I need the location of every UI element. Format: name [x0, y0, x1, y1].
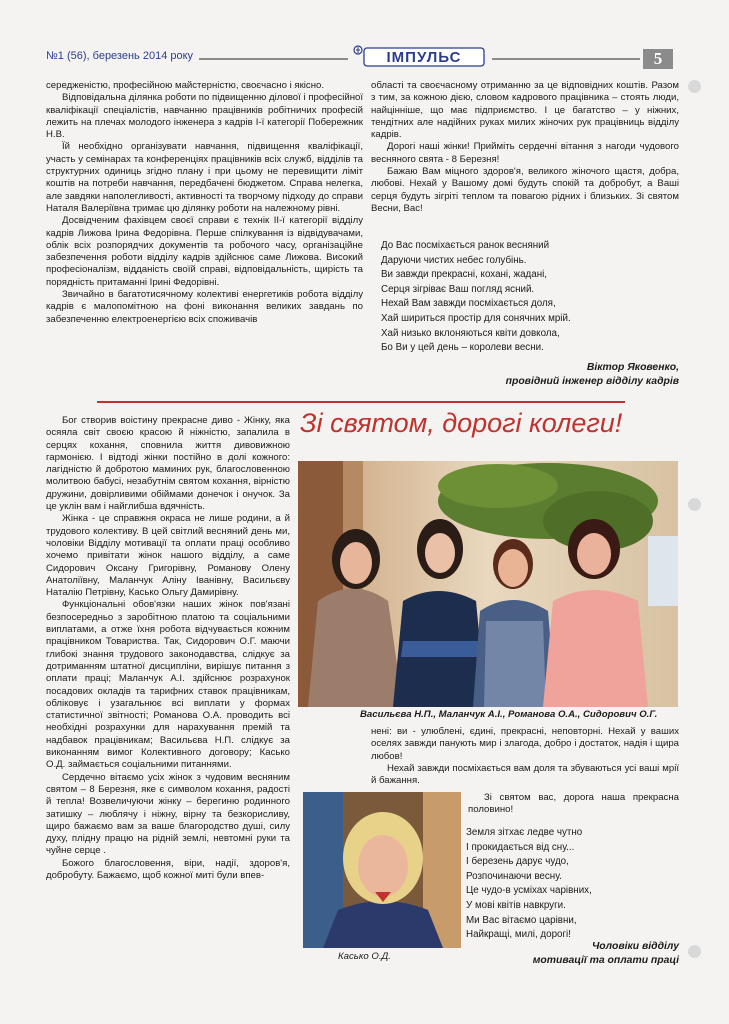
author-signature — [506, 361, 679, 389]
paragraph: Божого благословення, віри, надії, здоров'я, добробуту. Бажаємо, щоб кожної миті були впев- — [46, 857, 290, 881]
bottom-left-column — [46, 415, 290, 882]
poem-line: У мові квітів навкруги. — [466, 899, 566, 911]
portrait-caption: Касько О.Д. — [338, 951, 391, 962]
page-number: 5 — [643, 49, 673, 69]
paragraph: області та своєчасному отриманню за це відповідних коштів. Разом з тим, за кожною дією, словом кадрового працівника – стоять люди, найцінніше, що має підприємство. І це багатство – у ніжних, тендітних але надійних руках милих жіночих рук працівниць відділу кадрів. — [371, 80, 679, 141]
section-divider — [97, 401, 625, 403]
binder-hole — [688, 498, 701, 511]
poem-line: І березень дарує чудо, — [466, 856, 569, 868]
poem-line: Ми Вас вітаємо царівни, — [466, 914, 577, 926]
signature-line: мотивації та оплати праці — [532, 955, 679, 966]
top-left-column — [46, 80, 363, 326]
paragraph: Зі святом вас, дорога наша прекрасна половино! — [468, 792, 679, 816]
poem-line: До Вас посміхається ранок весняний — [381, 240, 550, 251]
bottom-right-text — [371, 726, 679, 787]
paragraph: Бог створив воістину прекрасне диво - Жінку, яка осяяла світ своєю красою й ніжністю, запалила в серцях кохання, сповнила життя дивовижною гармонією. І відтоді жінки постійно в долі кожного: лагідністю й добротою маминих рук, благословенною молитвою бабусі, незабутнім святом кохання, вірністю дружини, довірливими обіймами донечок і онучок. За це уклін вам і найглибша вдячність. — [46, 415, 290, 513]
poem-line: Серця зігріває Ваш погляд ясний. — [381, 283, 535, 295]
poem-line: Найкращі, милі, дорогі! — [466, 929, 571, 941]
poem-march — [466, 826, 592, 943]
paragraph: Досвідченим фахівцем своєї справи є технік ІІ-ї категорії відділу кадрів Лижова Ірина Федорівна. Перше спілкування із відвідувачами, облік всіх розпорядчих документів та робочого часу, організаційне забезпечення роботи відділу кадрів здійснює саме Лижова. Високий професіоналізм, відданість своїй справі, відповідальність, щирість та порядність притаманні Ірині Федорівні. — [46, 215, 363, 288]
poem-line: Ви завжди прекрасні, кохані, жадані, — [381, 269, 548, 281]
poem-line: Нехай Вам завжди посміхається доля, — [381, 298, 556, 310]
paragraph: середженістю, професійною майстерністю, своєчасно і якісно. — [46, 80, 325, 91]
men-signature — [533, 940, 679, 968]
impuls-logo — [352, 44, 488, 68]
group-photo — [298, 461, 678, 707]
paragraph: нені: ви - улюблені, єдині, прекрасні, неповторні. Нехай у ваших оселях завжди панують мир і злагода, добро і достаток, надія і щира любов! — [371, 726, 679, 762]
paragraph: Жінка - це справжня окраса не лише родини, а й трудового колективу. В цей світлий весняний день ми, чоловіки Відділу мотивації та оплати праці особливо хочемо привітати жінок нашого відділу, а саме Сидорович Оксану Григорівну, Романову Олену Анатоліївну, Маланчук Аліну Іванівну, Васильєву Наталію Петрівну, Касько Ольгу Дамирівну. — [46, 513, 290, 599]
paragraph: Відповідальна ділянка роботи по підвищенню ділової і професійної кваліфікації спеціалістів, навчанню працівників робітничих професій лежить на плечах молодого інженера з кадрів І-ї категорії Побережник Н.В. — [46, 92, 363, 141]
paragraph: Звичайно в багатотисячному колективі енергетиків робота відділу кадрів є малопомітною на фоні виконання великих завдань по забезпеченню електроенергією всіх споживачів — [46, 289, 363, 325]
poem-line: Хай низько вклоняються квіти довкола, — [381, 327, 560, 339]
issue-label: №1 (56), березень 2014 року — [46, 50, 194, 62]
paragraph: Бажаю Вам міцного здоров'я, великого жіночого щастя, добра, любові. Нехай у Вашому домі будуть спокій та добробут, а Ваші серця будуть зігріті теплом та повагою рідних і близьких. Зі святом Весни, Вас! — [371, 166, 679, 214]
top-right-column — [371, 80, 679, 215]
poem-line: Бо Ви у цей день – королеви весни. — [381, 342, 544, 354]
binder-hole — [688, 945, 701, 958]
poem-spring — [381, 239, 571, 356]
closing-text — [468, 792, 679, 817]
article-headline: Зі святом, дорогі колеги! — [300, 408, 623, 438]
poem-line: Розпочинаючи весну. — [466, 870, 562, 882]
paragraph: Нехай завжди посміхається вам доля та збуваються усі ваші мрії й бажання. — [371, 762, 679, 787]
paragraph: Сердечно вітаємо усіх жінок з чудовим весняним святом – 8 Березня, яке є символом кохання, радості й тепла! Возвеличуючи жінку – берегиню родинного затишку – люблячу і ніжну, вірну та безкорисливу, щиро бажаємо вам за ваше благородство душі, силу духу, плідну працю на рідній землі, невтомні руки та чуйне серце . — [46, 771, 290, 857]
header-rule-left — [199, 58, 348, 60]
poem-line: Це чудо-в усміхах чарівних, — [466, 885, 592, 897]
poem-line: Хай шириться простір для сонячних мрій. — [381, 312, 571, 324]
group-photo-caption: Васильєва Н.П., Маланчук А.І., Романова О.А., Сидорович О.Г. — [360, 709, 658, 720]
binder-hole — [688, 80, 701, 93]
paragraph: Їй необхідно організувати навчання, підвищення кваліфікації, участь у семінарах та конференціях працівників всіх служб, відділів та структурних одиниць згідно плану і при цьому не перевищити ліміт коштів на потреби навчання, передбачені бюджетом. Справа нелегка, але завдяки наполегливості, активності та творчому підходу до справи Наталя Валеріївна тримає цю ділянку роботи на належному рівні. — [46, 141, 363, 214]
author-name: Віктор Яковенко, — [586, 362, 679, 373]
poem-line: Даруючи чистих небес голубінь. — [381, 254, 527, 266]
paragraph: Дорогі наші жінки! Прийміть сердечні вітання з нагоди чудового весняного свята - 8 Березня! — [371, 141, 679, 165]
signature-line: Чоловіки відділу — [591, 941, 679, 952]
author-position: провідний інженер відділу кадрів — [505, 376, 679, 387]
svg-text:ІМПУЛЬС: ІМПУЛЬС — [386, 49, 462, 66]
header-rule-right — [492, 58, 640, 60]
portrait-photo — [303, 792, 461, 948]
poem-line: І прокидається від сну... — [466, 841, 575, 853]
paragraph: Функціональні обов'язки наших жінок пов'язані безпосередньо з заробітною платою та соціальними виплатами, а отже їхня робота відчувається кожним працівником Товариства. Так, Сидорович О.Г. маючи глибокі знання трудового законодавства, слідкує за дотриманням штатної дисципліни, вирішує питання з оплати праці; Маланчук А.І. здійснює розрахунок посадових окладів та тарифних ставок працівникам, обліковує і узагальнює всі виплати у формах статистичної звітності; Романова О.А. проводить всі необхідні розрахунки для нарахування премій та надбавок працівникам; Васильєва Н.П. слідкує за виконанням вимог Колективного договору; Касько О.Д. займається соціальними питаннями. — [46, 599, 290, 771]
poem-line: Земля зітхає ледве чутно — [466, 827, 583, 838]
